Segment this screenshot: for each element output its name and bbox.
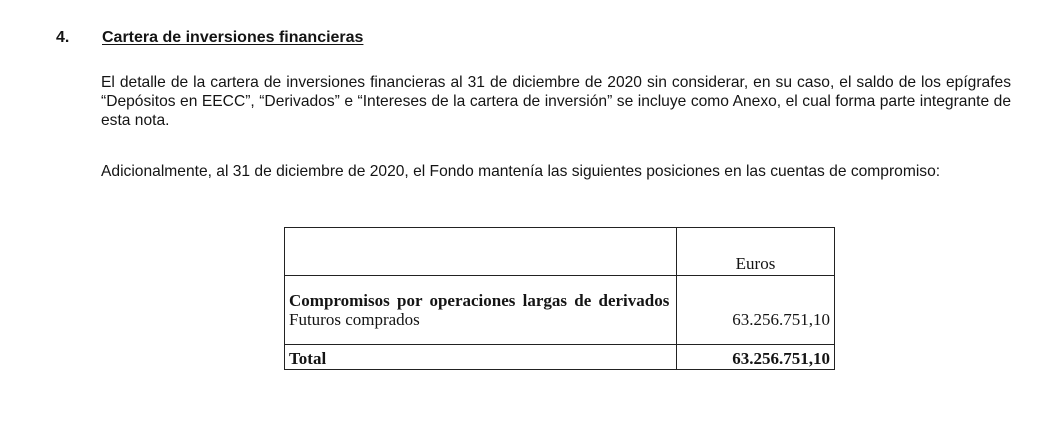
table-header-row bbox=[285, 228, 835, 276]
header-euros: Euros bbox=[677, 228, 835, 276]
row-label: Futuros comprados bbox=[285, 310, 677, 330]
section-number: 4. bbox=[56, 29, 70, 46]
total-value: 63.256.751,10 bbox=[677, 345, 835, 370]
paragraph-portfolio-detail: El detalle de la cartera de inversiones financieras al 31 de diciembre de 2020 sin considerar, en su caso, el saldo de los epígrafes “Depósitos en EECC”, “Derivados” e “Intereses de la cartera de inversión” se incluye como Anexo, el cual forma parte integrante de esta nota. bbox=[101, 74, 1011, 129]
section-heading bbox=[56, 29, 363, 47]
total-label: Total bbox=[285, 345, 677, 370]
section-title: Cartera de inversiones financieras bbox=[102, 29, 364, 46]
table-spacer bbox=[285, 330, 835, 345]
total-row bbox=[285, 345, 835, 370]
category-label: Compromisos por operaciones largas de derivados bbox=[285, 290, 677, 310]
table-spacer bbox=[285, 276, 835, 291]
header-label-cell bbox=[285, 228, 677, 276]
category-row bbox=[285, 290, 835, 310]
category-value-cell bbox=[677, 290, 835, 310]
table-row bbox=[285, 310, 835, 330]
row-value: 63.256.751,10 bbox=[677, 310, 835, 330]
commitments-table bbox=[284, 227, 835, 370]
paragraph-commitment-positions: Adicionalmente, al 31 de diciembre de 2020, el Fondo mantenía las siguientes posiciones en las cuentas de compromiso: bbox=[101, 163, 941, 180]
